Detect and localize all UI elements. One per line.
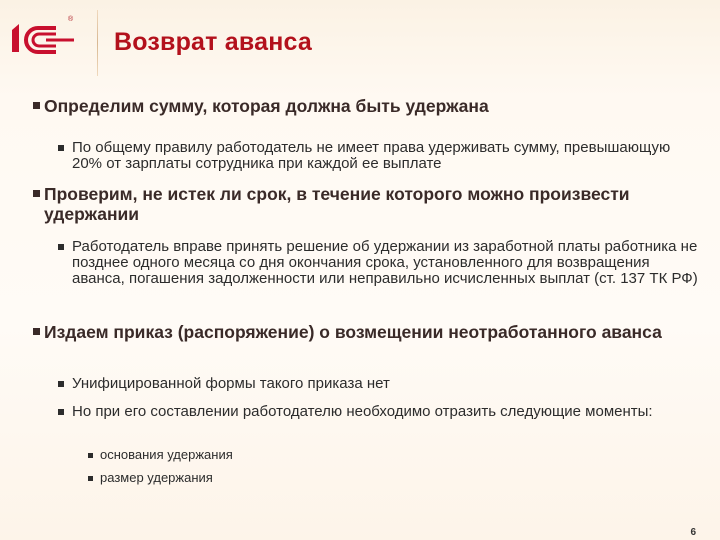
sub-bullet-text: Работодатель вправе принять решение об удержании из заработной платы работника не позднее одного месяца со дня окончания срока, установленного для возвращения аванса, погашения задолженности или неправильно исчисленных выплат (ст. 137 ТК РФ)	[72, 238, 698, 287]
square-bullet-icon	[33, 190, 40, 197]
square-bullet-icon	[88, 453, 93, 458]
registered-mark-icon: ®	[68, 16, 74, 23]
square-bullet-icon	[33, 328, 40, 335]
bullet-text: Издаем приказ (распоряжение) о возмещении неотработанного аванса	[44, 322, 662, 342]
header-divider	[97, 10, 98, 76]
sub-sub-bullet-text: основания удержания	[100, 447, 233, 462]
page-number: 6	[690, 527, 696, 538]
square-bullet-icon	[58, 244, 64, 250]
square-bullet-icon	[58, 381, 64, 387]
1c-logo-icon	[10, 22, 80, 56]
slide-title: Возврат аванса	[114, 28, 313, 56]
square-bullet-icon	[58, 145, 64, 151]
sub-sub-bullet-text: размер удержания	[100, 470, 213, 485]
bullet-text: Определим сумму, которая должна быть удержана	[44, 96, 489, 116]
bullet-text: Проверим, не истек ли срок, в течение которого можно произвести удержании	[44, 184, 630, 224]
square-bullet-icon	[88, 476, 93, 481]
square-bullet-icon	[58, 409, 64, 415]
sub-bullet-text: Но при его составлении работодателю необходимо отразить следующие моменты:	[72, 403, 653, 420]
sub-bullet-text: Унифицированной формы такого приказа нет	[72, 375, 390, 392]
sub-bullet-text: По общему правилу работодатель не имеет права удерживать сумму, превышающую 20% от зарплаты сотрудника при каждой ее выплате	[72, 139, 671, 172]
square-bullet-icon	[33, 102, 40, 109]
